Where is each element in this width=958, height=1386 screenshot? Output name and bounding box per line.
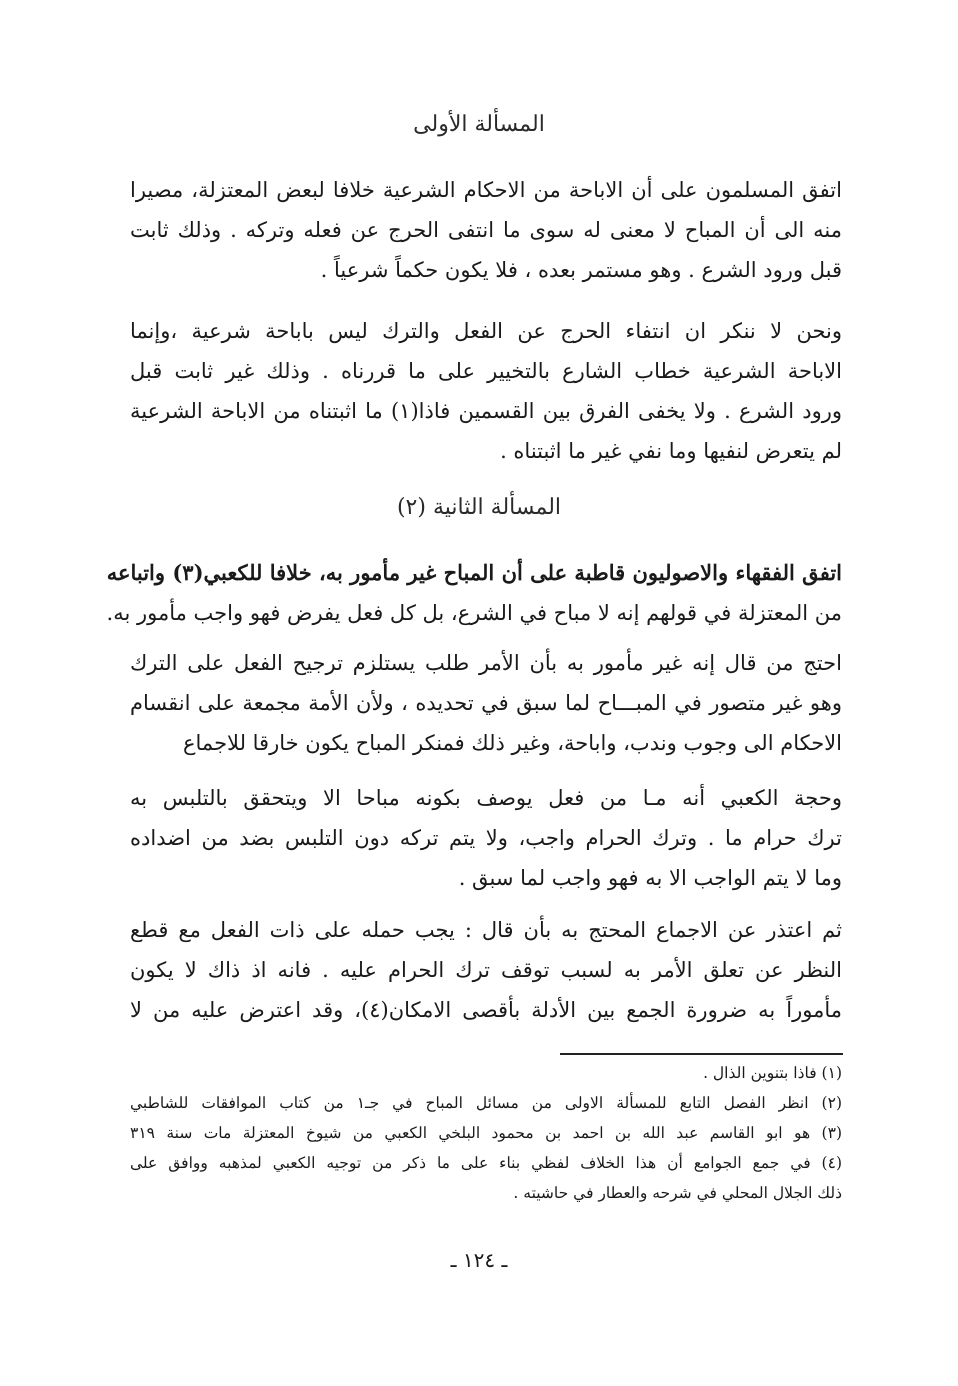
paragraph-2 bbox=[130, 311, 842, 471]
text-line: وما لا يتم الواجب الا به فهو واجب لما سبق . bbox=[458, 866, 842, 890]
text-line: احتج من قال إنه غير مأمور به بأن الأمر طلب يستلزم ترجيح الفعل على الترك bbox=[130, 651, 842, 675]
section-heading-second: المسألة الثانية (٢) bbox=[396, 495, 562, 520]
section-heading-first: المسألة الأولى bbox=[413, 112, 545, 137]
footnotes bbox=[130, 1058, 842, 1208]
paragraph-4 bbox=[130, 643, 842, 763]
text-line: الاحكام الى وجوب وندب، واباحة، وغير ذلك فمنكر المباح يكون خارقا للاجماع bbox=[183, 731, 842, 755]
paragraph-1 bbox=[130, 170, 842, 290]
text-line: ترك حرام ما . وترك الحرام واجب، ولا يتم تركه دون التلبس بضد من اضداده bbox=[130, 826, 842, 850]
footnote: (١) فاذا بتنوين الذال . bbox=[703, 1064, 842, 1082]
text-line: ورود الشرع . ولا يخفى الفرق بين القسمين فاذا(١) ما اثبتناه من الاباحة الشرعية bbox=[130, 399, 843, 423]
text-line: اتفق الفقهاء والاصوليون قاطبة على أن المباح غير مأمور به، خلافا للكعبي(٣) واتباعه bbox=[106, 560, 842, 585]
paragraph-5 bbox=[130, 778, 842, 898]
text-line: الاباحة الشرعية خطاب الشارع بالتخيير على ما قررناه . وذلك غير ثابت قبل bbox=[130, 359, 842, 383]
text-line: مأموراً به ضرورة الجمع بين الأدلة بأقصى الامكان(٤)، وقد اعترض عليه من لا bbox=[130, 998, 842, 1022]
footnote: ذلك الجلال المحلي في شرحه والعطار في حاشيته . bbox=[513, 1184, 842, 1202]
text-line: ثم اعتذر عن الاجماع المحتج به بأن قال : يجب حمله على ذات الفعل مع قطع bbox=[130, 918, 842, 942]
text-line: من المعتزلة في قولهم إنه لا مباح في الشرع، بل كل فعل يفرض فهو واجب مأمور به. bbox=[106, 601, 842, 625]
text-line: اتفق المسلمون على أن الاباحة من الاحكام الشرعية خلافا لبعض المعتزلة، مصيرا bbox=[130, 178, 842, 202]
text-line: لم يتعرض لنفيها وما نفي غير ما اثبتناه . bbox=[500, 439, 842, 463]
paragraph-6 bbox=[130, 910, 842, 1030]
footnote: (٤) في جمع الجوامع أن هذا الخلاف لفظي بناء على ما ذكر من توجيه الكعبي لمذهبه ووافق على bbox=[130, 1154, 842, 1172]
text-line: وهو غير متصور في المبـــاح لما سبق في تحديده ، ولأن الأمة مجمعة على انقسام bbox=[130, 691, 842, 715]
page-number: ـ ١٢٤ ـ bbox=[450, 1248, 508, 1272]
text-line: منه الى أن المباح لا معنى له سوى ما انتفى الحرج عن فعله وتركه . وذلك ثابت bbox=[130, 218, 842, 242]
paragraph-3 bbox=[106, 553, 842, 633]
footnote: (٣) هو ابو القاسم عبد الله بن احمد بن محمود البلخي الكعبي من شيوخ المعتزلة مات سنة ٣١٩ bbox=[130, 1124, 842, 1142]
footnote-divider bbox=[560, 1053, 843, 1055]
text-line: قبل ورود الشرع . وهو مستمر بعده ، فلا يكون حكماً شرعياً . bbox=[320, 258, 842, 282]
text-line: ونحن لا ننكر ان انتفاء الحرج عن الفعل والترك ليس باباحة شرعية ،وإنما bbox=[130, 319, 842, 343]
text-line: وحجة الكعبي أنه مـا من فعل يوصف بكونه مباحا الا ويتحقق بالتلبس به bbox=[130, 786, 842, 810]
footnote: (٢) انظر الفصل التابع للمسألة الاولى من مسائل المباح في جـ١ من كتاب الموافقات للشاطبي bbox=[130, 1094, 842, 1112]
text-line: النظر عن تعلق الأمر به لسبب توقف ترك الحرام عليه . فانه اذ ذاك لا يكون bbox=[130, 958, 842, 982]
